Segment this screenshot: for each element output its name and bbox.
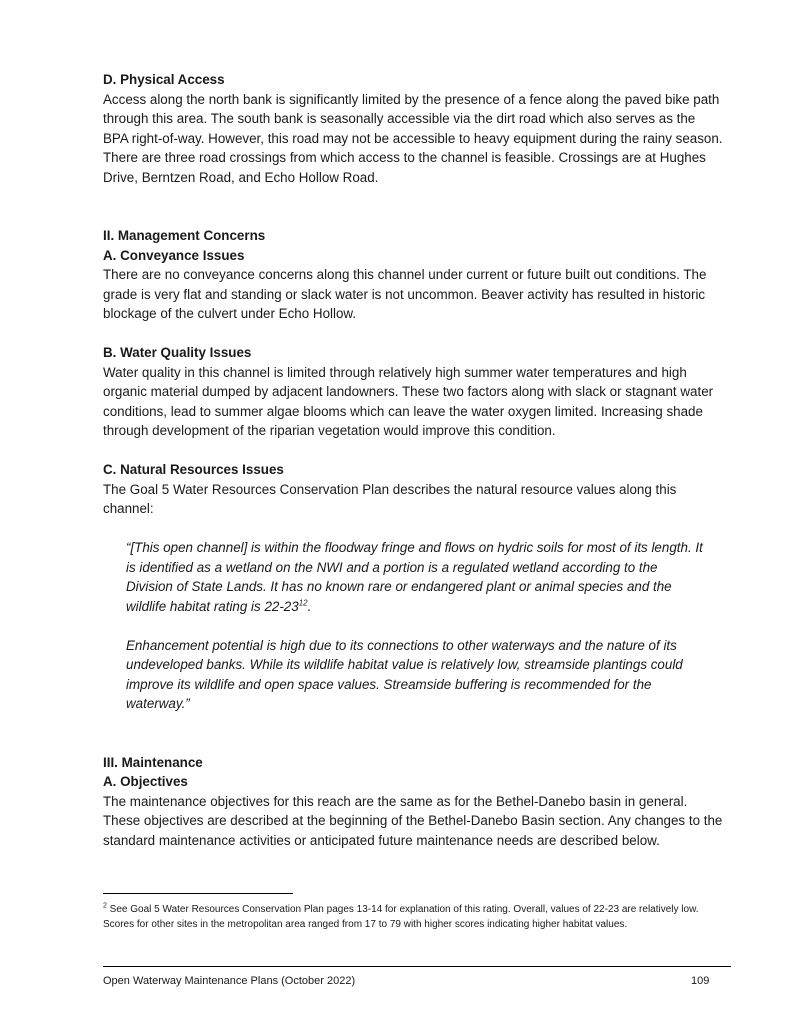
quote-1-text: “[This open channel] is within the floodway fringe and flows on hydric soils for most of its length. It is identified as a wetland on the NWI and a portion is a regulated wetland according to the Division of State Lands. It has no known rare or endangered plant or animal species and the wildlife habitat rating is 22-23	[126, 540, 703, 614]
quote-1-end: .	[307, 598, 312, 614]
quote-paragraph-2: Enhancement potential is high due to its connections to other waterways and the nature of its undeveloped banks. While its wildlife habitat value is relatively low, streamside plantings could improve its wildlife and open space values. Streamside buffering is recommended for the waterway.”	[126, 637, 683, 711]
conveyance-body: There are no conveyance concerns along this channel under current or future built out conditions. The grade is very flat and standing or slack water is not uncommon. Beaver activity has resulted in historic blockage of the culvert under Echo Hollow.	[103, 267, 707, 321]
footer-divider	[103, 966, 731, 967]
footer-title: Open Waterway Maintenance Plans (October 2022)	[103, 975, 356, 987]
water-quality-heading: B. Water Quality Issues	[103, 345, 252, 360]
conveyance-heading: A. Conveyance Issues	[103, 247, 245, 263]
natural-resources-heading: C. Natural Resources Issues	[103, 462, 284, 477]
footnote	[103, 902, 718, 932]
footnote-divider	[103, 893, 293, 894]
objectives-body: The maintenance objectives for this reach are the same as for the Bethel-Danebo basin in general. These objectives are described at the beginning of the Bethel-Danebo Basin section. Any changes to the standard maintenance activities or anticipated future maintenance needs are described below.	[103, 793, 723, 848]
footnote-text: See Goal 5 Water Resources Conservation Plan pages 13-14 for explanation of this rating. Overall, values of 22-23 are relatively low. Scores for other sites in the metropolitan area ranged from 17 to 79 with higher scores indicating higher habitat values.	[103, 904, 699, 930]
page-body	[103, 70, 723, 850]
management-concerns-heading: II. Management Concerns	[103, 228, 266, 243]
page-number: 109	[691, 975, 710, 987]
physical-access-heading: D. Physical Access	[103, 72, 225, 87]
natural-resources-body: The Goal 5 Water Resources Conservation Plan describes the natural resource values along this channel:	[103, 481, 677, 516]
water-quality-body: Water quality in this channel is limited through relatively high summer water temperatures and high organic material dumped by adjacent landowners. These two factors along with slack or stagnant water conditions, lead to summer algae blooms which can leave the water oxygen limited. Increasing shade through development of the riparian vegetation would improve this condition.	[103, 364, 714, 438]
objectives-heading: A. Objectives	[103, 774, 188, 789]
quote-1-superscript: 12	[298, 598, 308, 608]
maintenance-heading: III. Maintenance	[103, 754, 203, 770]
footnote-marker: 2	[103, 902, 107, 910]
quote-paragraph-1	[126, 538, 706, 616]
physical-access-body: Access along the north bank is significantly limited by the presence of a fence along the paved bike path through this area. The south bank is seasonally accessible via the dirt road which also serves as the BPA right-of-way. However, this road may not be accessible to heavy equipment during the rainy season. There are three road crossings from which access to the channel is feasible. Crossings are at Hughes Drive, Berntzen Road, and Echo Hollow Road.	[103, 91, 723, 185]
